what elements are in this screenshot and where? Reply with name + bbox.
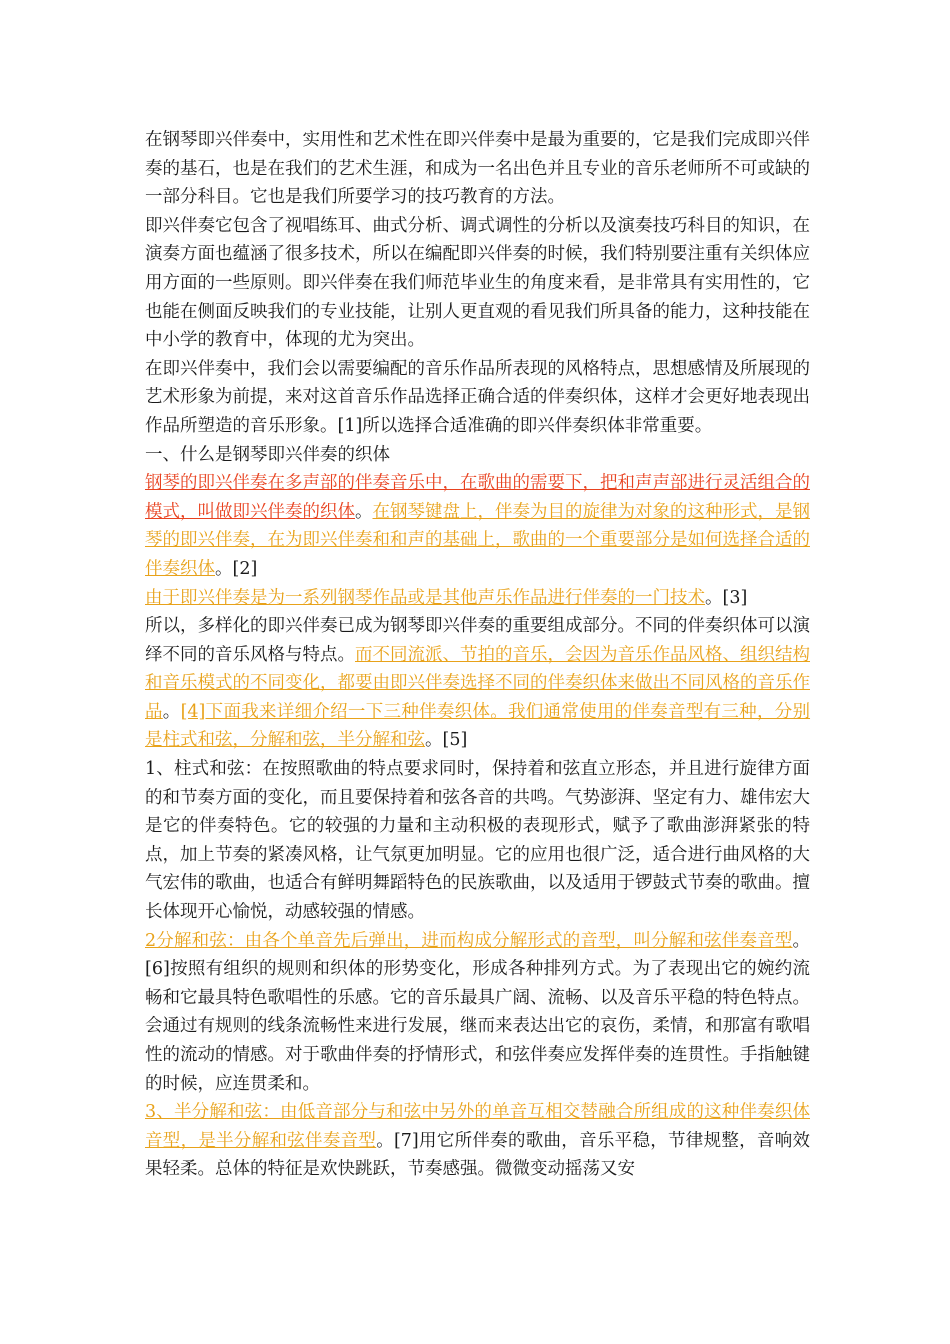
section-heading	[145, 441, 810, 470]
document-body	[145, 126, 810, 1184]
citation-text: 。[5]	[425, 730, 468, 751]
paragraph-variety	[145, 612, 810, 755]
highlighted-text-gold: 而不同流派、节拍的音乐，会因为音乐作品风格、组织结构和音乐模式的不同变化，都要由即兴伴奏选择不同的伴奏织体来做出不同风格的音乐作品	[145, 644, 810, 722]
citation-text: 。[2]	[215, 558, 258, 579]
paragraph-text: 。	[162, 701, 181, 722]
paragraph-skills	[145, 212, 810, 355]
highlighted-text-gold: 2分解和弦：由各个单音先后弹出，进而构成分解形式的音型，叫分解和弦伴奏音型	[145, 930, 793, 951]
paragraph-style	[145, 355, 810, 441]
highlighted-text-gold: 由于即兴伴奏是为一系列钢琴作品或是其他声乐作品进行伴奏的一门技术	[145, 587, 705, 608]
highlighted-text-gold: 3、半分解和弦：由低音部分与和弦中另外的单音互相交替融合所组成的这种伴奏织体音型，是半分解和弦伴奏音型	[145, 1102, 810, 1151]
paragraph-definition	[145, 469, 810, 583]
paragraph-text: 。	[355, 501, 373, 522]
heading-text: 一、什么是钢琴即兴伴奏的织体	[145, 444, 390, 465]
paragraph-broken-chord	[145, 927, 810, 1099]
highlighted-text-red: 钢琴的即兴伴奏在多声部的伴奏音乐中，在歌曲的需要下，把和声声部进行灵活组合的模式，叫做即兴伴奏的织体	[145, 473, 810, 522]
paragraph-block-chord	[145, 755, 810, 927]
paragraph-text: 所以，多样化的即兴伴奏已成为钢琴即兴伴奏的重要组成部分。不同的伴奏织体可以演绎不同的音乐风格与特点。	[145, 616, 810, 665]
paragraph-text: 1、柱式和弦：在按照歌曲的特点要求同时，保持着和弦直立形态，并且进行旋律方面的和节奏方面的变化，而且要保持着和弦各音的共鸣。气势澎湃、坚定有力、雄伟宏大是它的伴奏特色。它的较强的力量和主动积极的表现形式，赋予了歌曲澎湃紧张的特点，加上节奏的紧凑风格，让气氛更加明显。它的应用也很广泛，适合进行曲风格的大气宏伟的歌曲，也适合有鲜明舞蹈特色的民族歌曲，以及适用于锣鼓式节奏的歌曲。擅长体现开心愉悦，动感较强的情感。	[145, 759, 810, 923]
paragraph-half-broken-chord	[145, 1098, 810, 1184]
highlighted-text-gold: 在钢琴键盘上，伴奏为目的旋律为对象的这种形式，是钢琴的即兴伴奏，在为即兴伴奏和和声的基础上，歌曲的一个重要部分是如何选择合适的伴奏织体	[145, 501, 810, 579]
highlighted-text-gold: [4]下面我来详细介绍一下三种伴奏织体。我们通常使用的伴奏音型有三种，分别是柱式和弦，分解和弦，半分解和弦	[145, 701, 811, 751]
citation-text: 。[3]	[705, 587, 748, 608]
paragraph-text: 。[6]按照有组织的规则和织体的形势变化，形成各种排列方式。为了表现出它的婉约流畅和它最具特色歌唱性的乐感。它的音乐最具广阔、流畅、以及音乐平稳的特色特点。会通过有规则的线条流畅性来进行发展，继而来表达出它的哀伤，柔情，和那富有歌唱性的流动的情感。对于歌曲伴奏的抒情形式，和弦伴奏应发挥伴奏的连贯性。手指触键的时候，应连贯柔和。	[145, 930, 810, 1094]
paragraph-text: 即兴伴奏它包含了视唱练耳、曲式分析、调式调性的分析以及演奏技巧科目的知识，在演奏方面也蕴涵了很多技术，所以在编配即兴伴奏的时候，我们特别要注重有关织体应用方面的一些原则。即兴伴奏在我们师范毕业生的角度来看，是非常具有实用性的，它也能在侧面反映我们的专业技能，让别人更直观的看见我们所具备的能力，这种技能在中小学的教育中，体现的尤为突出。	[145, 215, 810, 351]
paragraph-technique	[145, 584, 810, 613]
paragraph-text: 在钢琴即兴伴奏中，实用性和艺术性在即兴伴奏中是最为重要的，它是我们完成即兴伴奏的基石，也是在我们的艺术生涯，和成为一名出色并且专业的音乐老师所不可或缺的一部分科目。它也是我们所要学习的技巧教育的方法。	[145, 130, 810, 208]
paragraph-text: 。[7]用它所伴奏的歌曲，音乐平稳，节律规整，音响效果轻柔。总体的特征是欢快跳跃，节奏感强。微微变动摇荡又安	[145, 1130, 810, 1180]
paragraph-intro	[145, 126, 810, 212]
paragraph-text: 在即兴伴奏中，我们会以需要编配的音乐作品所表现的风格特点，思想感情及所展现的艺术形象为前提，来对这首音乐作品选择正确合适的伴奏织体，这样才会更好地表现出作品所塑造的音乐形象。[1]所以选择合适准确的即兴伴奏织体非常重要。	[145, 358, 810, 436]
